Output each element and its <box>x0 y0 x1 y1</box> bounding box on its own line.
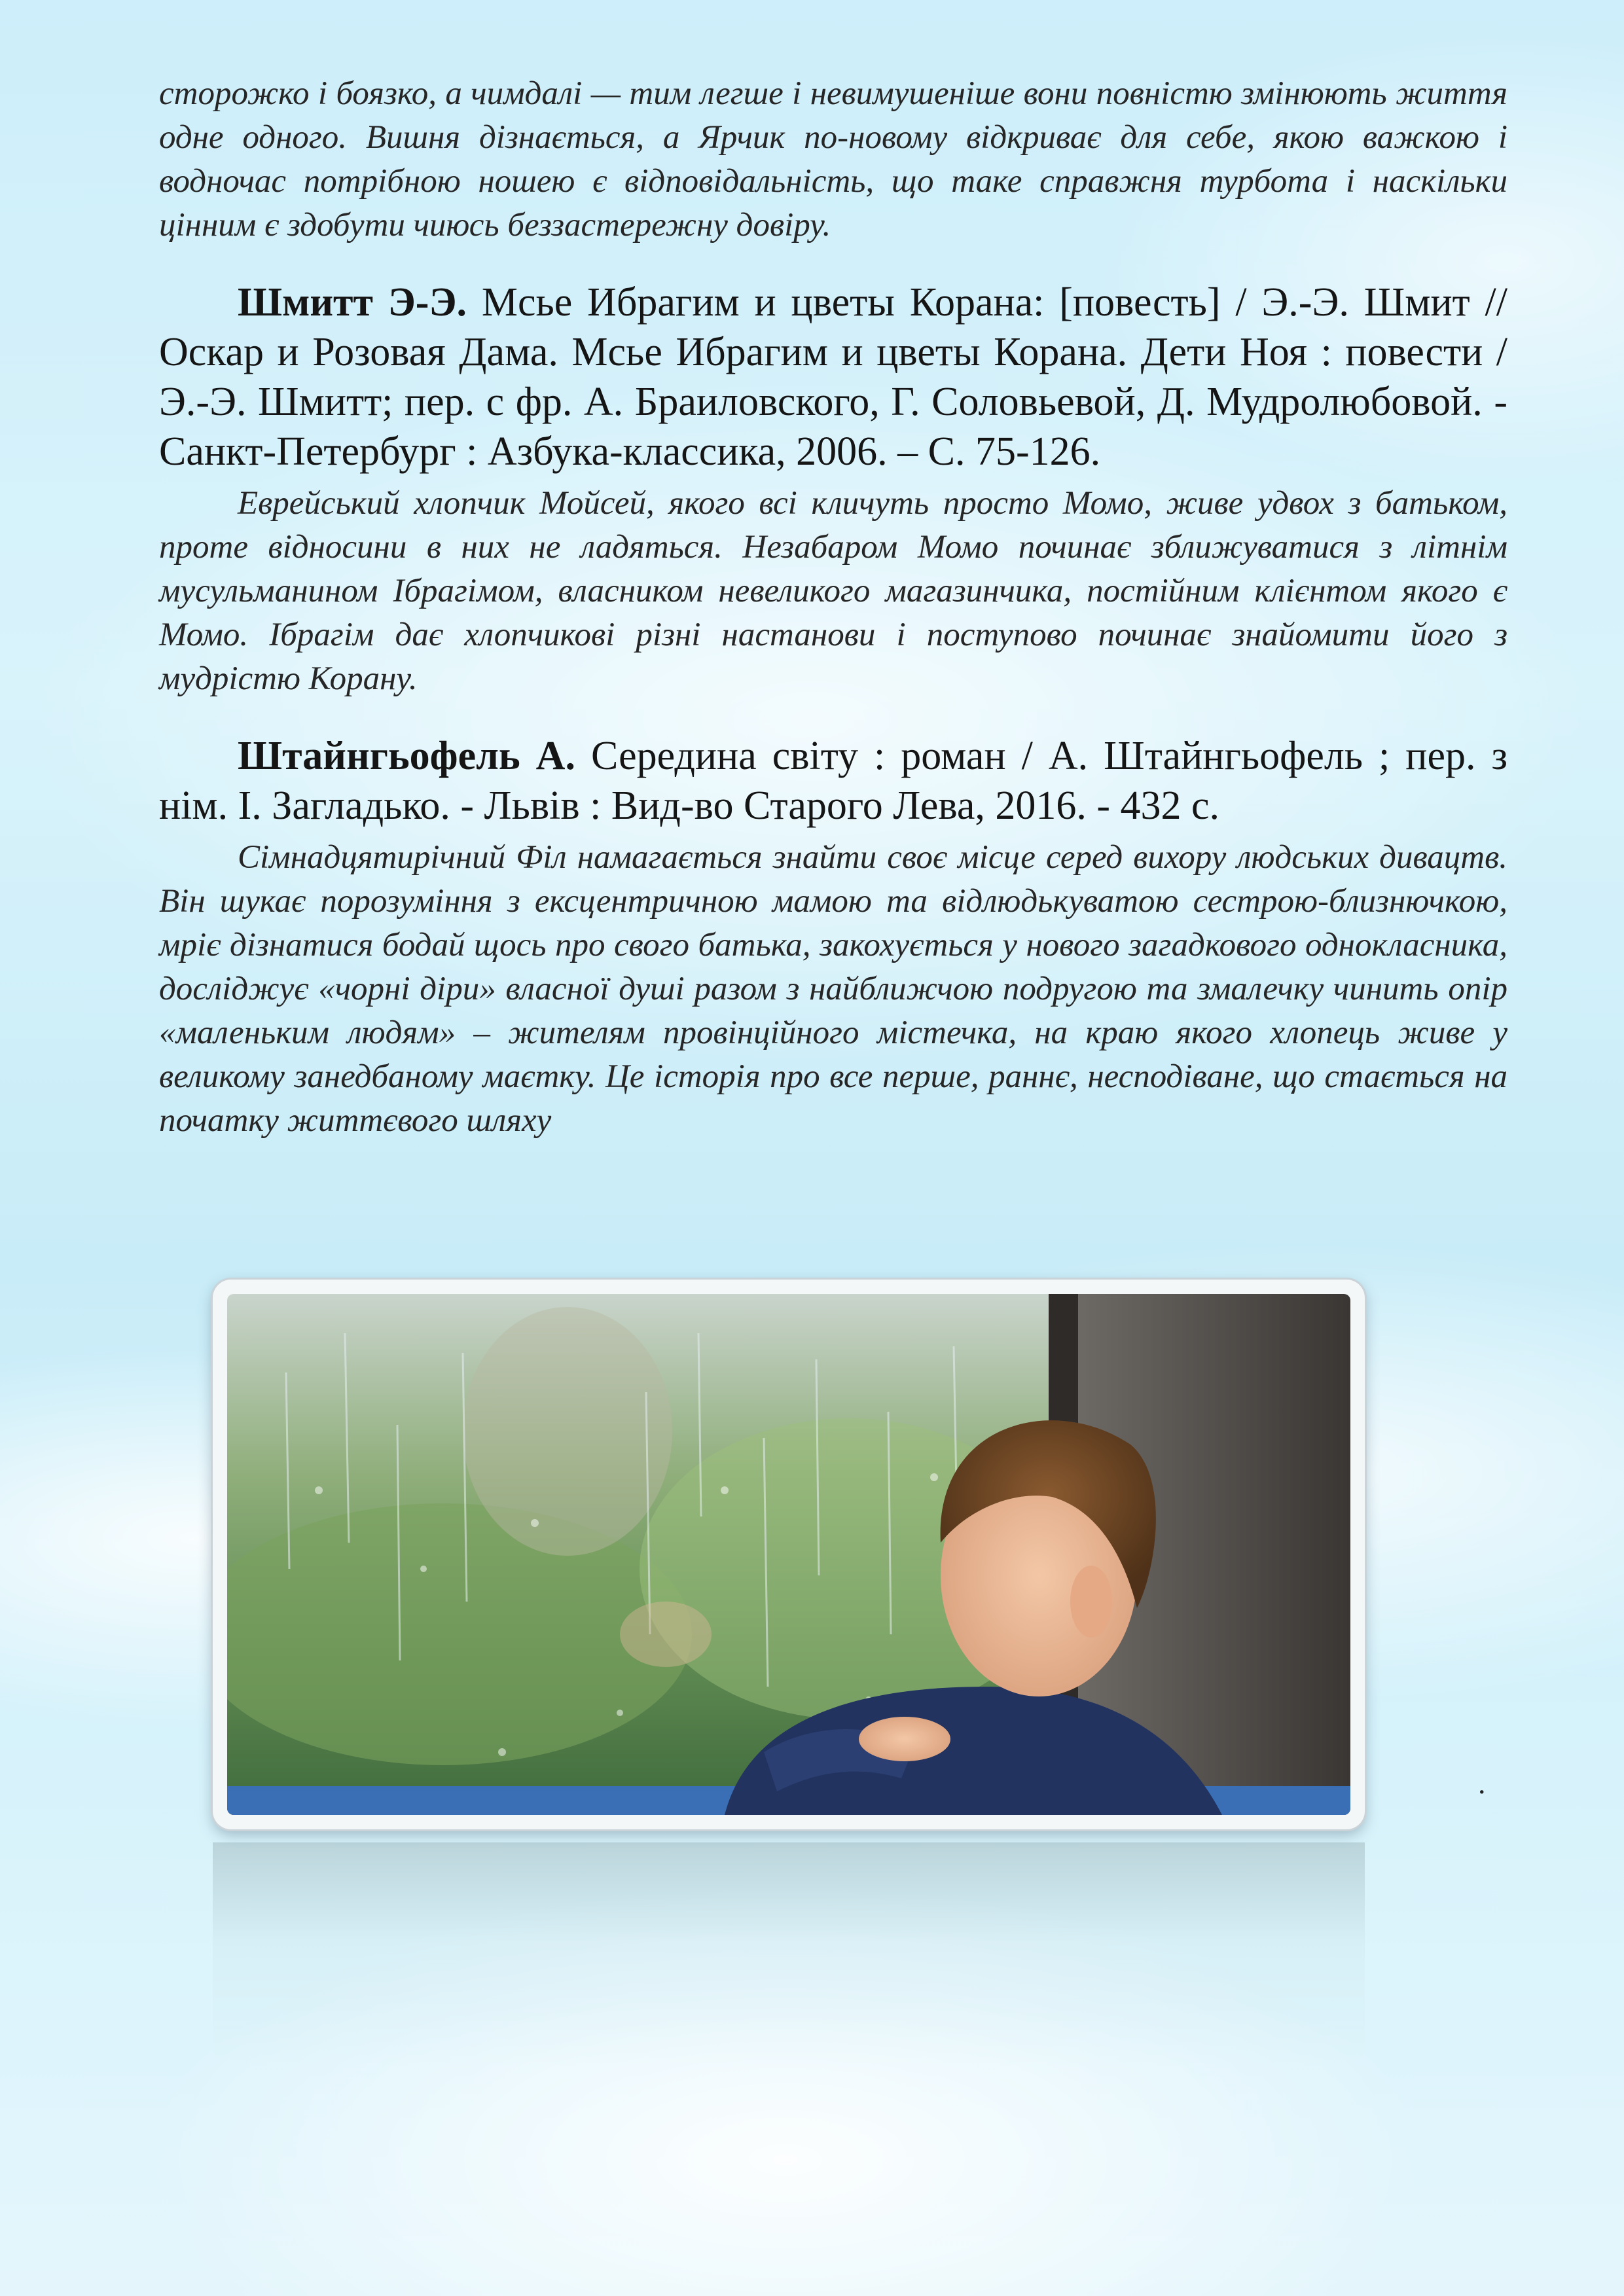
illustration-reflection <box>213 1842 1365 2065</box>
annotation-schmitt: Еврейський хлопчик Мойсей, якого всі кличуть просто Момо, живе удвох з батьком, проте відносини в них не ладяться. Незабаром Момо починає зближуватися з літнім мусульманином Ібрагімом, власником невеликого магазинчика, постійним клієнтом якого є Момо. Ібрагім дає хлопчикові різні настанови і поступово починає знайомити його з мудрістю Корану. <box>159 485 1507 697</box>
illustration-frame <box>213 1280 1365 1829</box>
entry-citation: Середина світу : роман / А. Штайнгьофель ; пер. з нім. І. Загладько. - Львів : Вид-во Старого Лева, 2016. - 432 с. <box>159 734 1508 828</box>
annotation-continued: сторожко і боязко, а чимдалі — тим легше і невимушеніше вони повністю змінюють життя одне одного. Вишня дізнається, а Ярчик по-новому відкриває для себе, якою важкою і водночас потрібною ношею є відповідальність, що таке справжня турбота і наскільки цінним є здобути чиюсь беззастережну довіру. <box>159 75 1507 243</box>
bibliographic-entry-steinhofel <box>159 731 1507 831</box>
book-list <box>159 72 1507 1143</box>
boy-at-window-photo <box>227 1294 1350 1815</box>
entry-author: Штайнгьофель А. <box>238 734 575 778</box>
entry-author: Шмитт Э-Э. <box>238 280 467 325</box>
annotation-steinhofel: Сімнадцятирічний Філ намагається знайти своє місце серед вихору людських дивацтв. Він шукає порозуміння з ексцентричною мамою та відлюдькуватою сестрою-близнючкою, мріє дізнатися бодай щось про свого батька, закохується у нового загадкового однокласника, досліджує «чорні діри» власної душі разом з найближчою подругою та змалечку чинить опір «маленьким людям» – жителям провінційного містечка, на краю якого хлопець живе у великому занедбаному маєтку. Це історія про все перше, раннє, несподіване, що стається на початку життєвого шляху <box>159 839 1507 1139</box>
bibliographic-entry-schmitt <box>159 278 1507 476</box>
stray-mark: . <box>1478 1767 1486 1800</box>
entry-citation: Мсье Ибрагим и цветы Корана: [повесть] / Э.-Э. Шмит // Оскар и Розовая Дама. Мсье Ибрагим и цветы Корана. Дети Ноя : повести / Э.-Э. Шмитт; пер. с фр. А. Браиловского, Г. Соловьевой, Д. Мудролюбовой. - Санкт-Петербург : Азбука-классика, 2006. – С. 75-126. <box>159 280 1507 474</box>
